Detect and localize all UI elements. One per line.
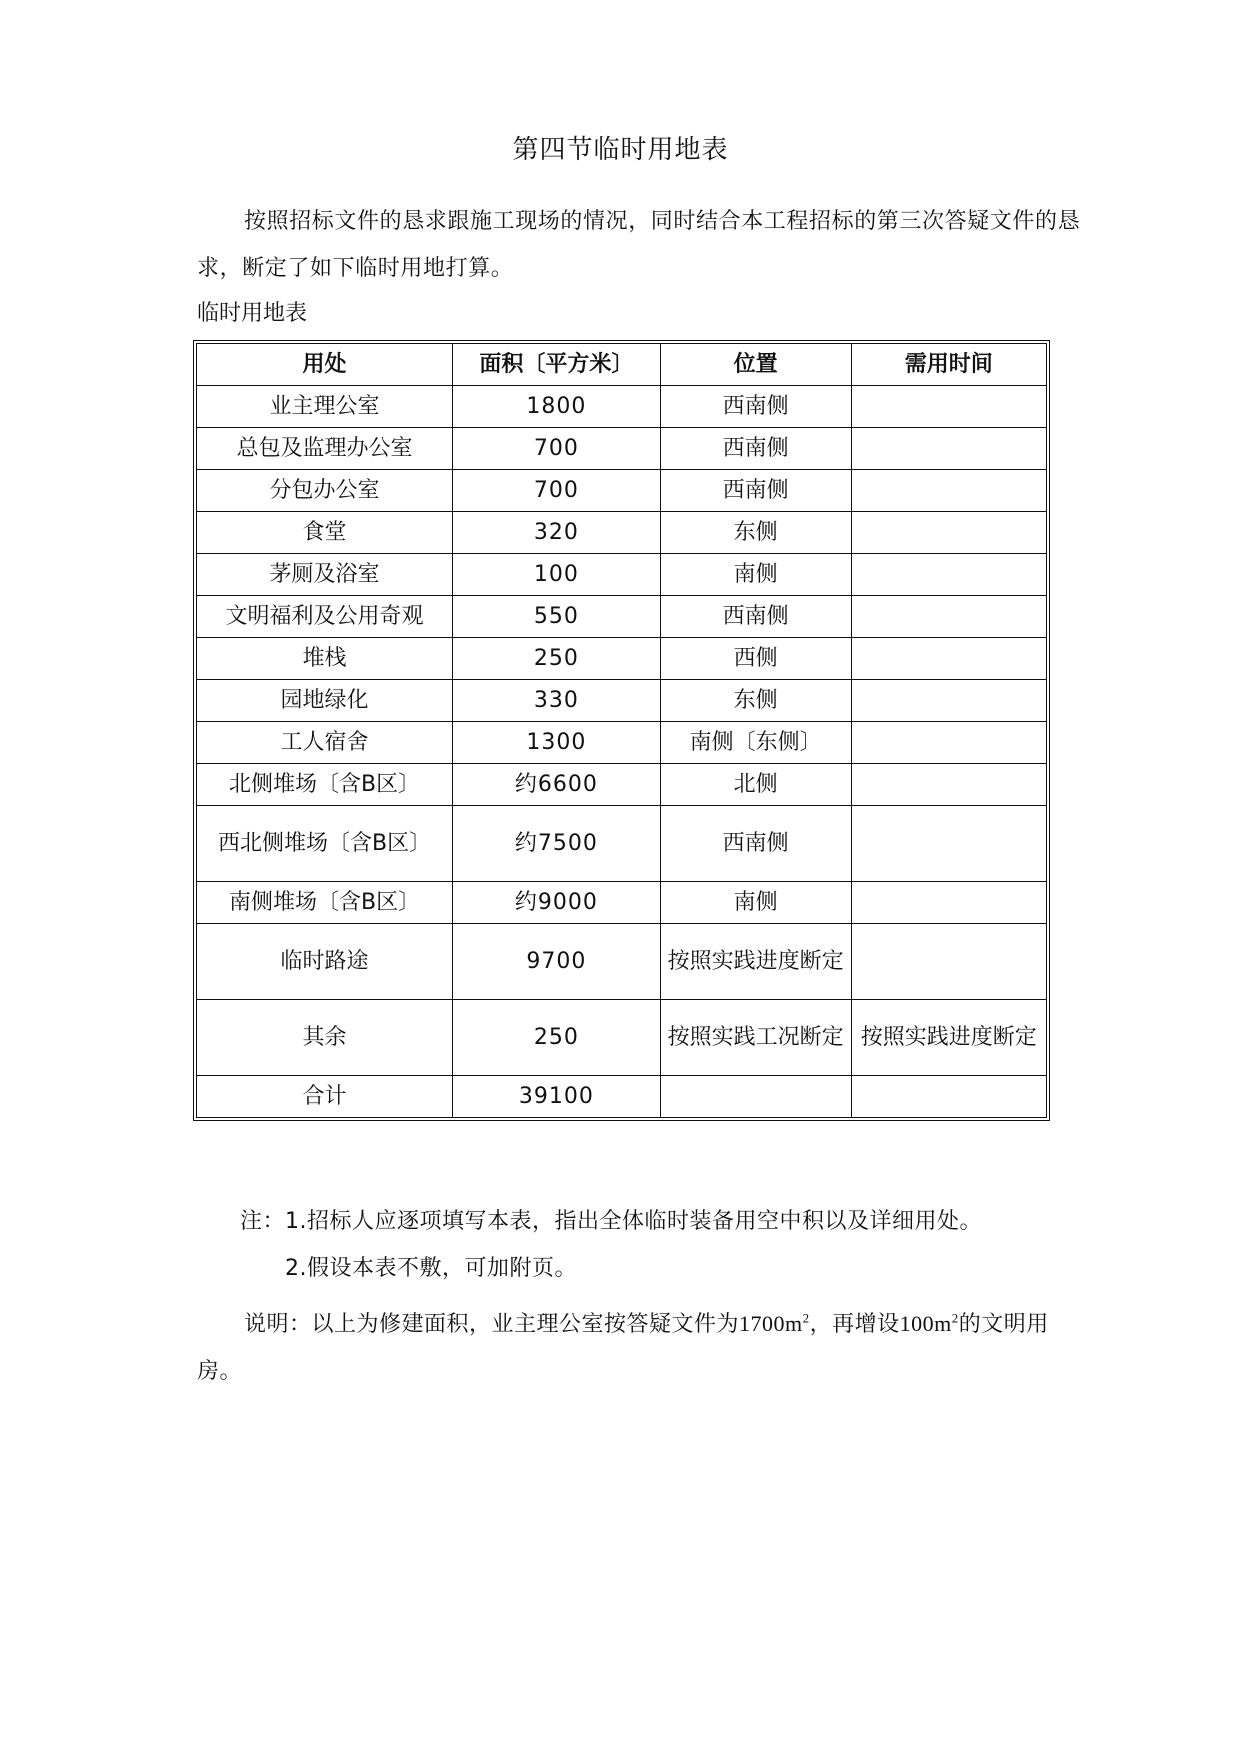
cell-area: 9700: [453, 924, 661, 1000]
cell-location: 南侧: [660, 882, 851, 924]
table-row: [197, 722, 1047, 764]
cell-location: 南侧〔东侧〕: [660, 722, 851, 764]
cell-use: 堆栈: [197, 638, 453, 680]
cell-area: 700: [453, 470, 661, 512]
explanation-value-1: 1700m: [739, 1311, 803, 1336]
table-caption: 临时用地表: [197, 301, 308, 326]
explanation-value-2: 100m: [899, 1311, 952, 1336]
cell-time: [851, 722, 1046, 764]
cell-time: [851, 512, 1046, 554]
explanation-part-3: 的文明用房。: [197, 1312, 1049, 1384]
cell-area: 1800: [453, 386, 661, 428]
cell-time: [851, 386, 1046, 428]
cell-time: [851, 1076, 1046, 1118]
cell-time: [851, 554, 1046, 596]
cell-location: 南侧: [660, 554, 851, 596]
cell-area: 100: [453, 554, 661, 596]
cell-use: 分包办公室: [197, 470, 453, 512]
land-use-table-frame: [193, 340, 1050, 1121]
table-total-row: [197, 1076, 1047, 1118]
cell-time: [851, 806, 1046, 882]
cell-location: 东侧: [660, 680, 851, 722]
explanation-part-2: ，再增设: [809, 1312, 900, 1337]
cell-time: [851, 680, 1046, 722]
cell-use: 临时路途: [197, 924, 453, 1000]
table-header-row: [197, 344, 1047, 386]
note-2: 2.假设本表不敷，可加附页。: [285, 1256, 577, 1281]
page-title: 第四节临时用地表: [512, 135, 729, 165]
table-row: [197, 428, 1047, 470]
table-row: [197, 680, 1047, 722]
cell-area: 39100: [453, 1076, 661, 1118]
cell-area: 约6600: [453, 764, 661, 806]
cell-time: [851, 596, 1046, 638]
cell-use: 西北侧堆场〔含B区〕: [197, 806, 453, 882]
cell-location: 西侧: [660, 638, 851, 680]
table-row: [197, 924, 1047, 1000]
table-row: [197, 596, 1047, 638]
cell-use: 文明福利及公用奇观: [197, 596, 453, 638]
cell-area: 约7500: [453, 806, 661, 882]
explanation-paragraph: [197, 1300, 1087, 1395]
explanation-part-1: 说明：以上为修建面积，业主理公室按答疑文件为: [244, 1312, 740, 1337]
explanation-sup-2: 2: [951, 1310, 959, 1326]
intro-paragraph: 按照招标文件的恳求跟施工现场的情况，同时结合本工程招标的第三次答疑文件的恳求，断定了如下临时用地打算。: [197, 209, 1081, 281]
cell-location: 按照实践进度断定: [660, 924, 851, 1000]
cell-time: [851, 882, 1046, 924]
cell-area: 250: [453, 1000, 661, 1076]
cell-area: 330: [453, 680, 661, 722]
land-use-table: [196, 343, 1047, 1118]
cell-use: 总包及监理办公室: [197, 428, 453, 470]
cell-area: 550: [453, 596, 661, 638]
cell-area: 700: [453, 428, 661, 470]
cell-time: [851, 470, 1046, 512]
header-location: 位置: [660, 344, 851, 386]
cell-area: 250: [453, 638, 661, 680]
table-row: [197, 638, 1047, 680]
cell-use: 北侧堆场〔含B区〕: [197, 764, 453, 806]
cell-time: [851, 638, 1046, 680]
table-row: [197, 512, 1047, 554]
note-1: 注：1.招标人应逐项填写本表，指出全体临时装备用空中积以及详细用处。: [240, 1209, 982, 1234]
cell-location: 西南侧: [660, 428, 851, 470]
cell-use: 园地绿化: [197, 680, 453, 722]
cell-location: 按照实践工况断定: [660, 1000, 851, 1076]
cell-area: 320: [453, 512, 661, 554]
table-row: [197, 882, 1047, 924]
cell-location: 西南侧: [660, 596, 851, 638]
cell-location: 西南侧: [660, 470, 851, 512]
table-row: [197, 806, 1047, 882]
table-row: [197, 386, 1047, 428]
cell-use: 业主理公室: [197, 386, 453, 428]
cell-use: 其余: [197, 1000, 453, 1076]
table-row: [197, 1000, 1047, 1076]
cell-time: [851, 764, 1046, 806]
header-use: 用处: [197, 344, 453, 386]
cell-time: [851, 428, 1046, 470]
table-row: [197, 764, 1047, 806]
explanation-sup-1: 2: [802, 1310, 810, 1326]
table-row: [197, 554, 1047, 596]
cell-use: 食堂: [197, 512, 453, 554]
cell-use: 合计: [197, 1076, 453, 1118]
cell-use: 工人宿舍: [197, 722, 453, 764]
cell-location: [660, 1076, 851, 1118]
cell-use: 南侧堆场〔含B区〕: [197, 882, 453, 924]
cell-location: 西南侧: [660, 806, 851, 882]
header-area: 面积〔平方米〕: [453, 344, 661, 386]
cell-time: [851, 924, 1046, 1000]
table-row: [197, 470, 1047, 512]
cell-time: 按照实践进度断定: [851, 1000, 1046, 1076]
header-time: 需用时间: [851, 344, 1046, 386]
cell-location: 东侧: [660, 512, 851, 554]
cell-area: 约9000: [453, 882, 661, 924]
cell-area: 1300: [453, 722, 661, 764]
cell-use: 茅厕及浴室: [197, 554, 453, 596]
cell-location: 西南侧: [660, 386, 851, 428]
cell-location: 北侧: [660, 764, 851, 806]
